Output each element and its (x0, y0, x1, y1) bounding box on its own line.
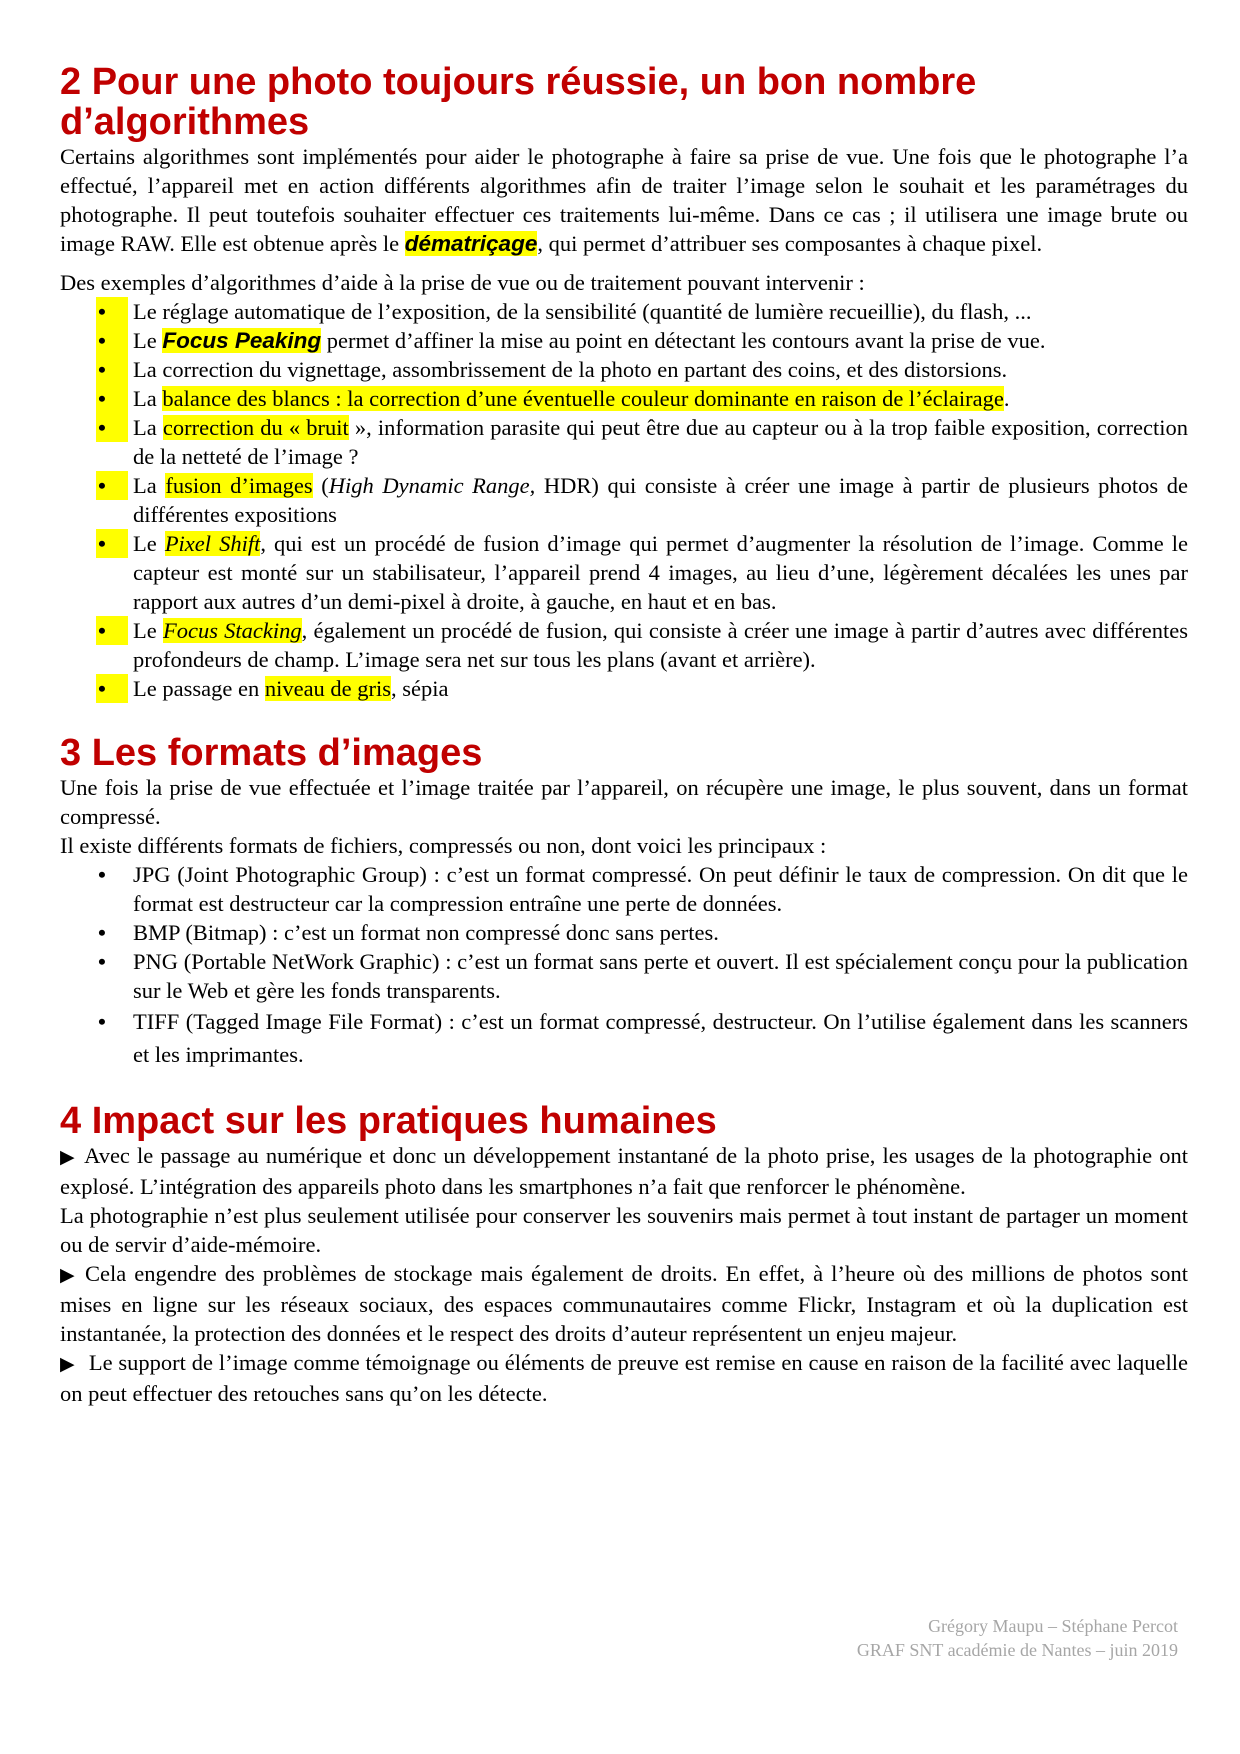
section-2-title: 2 Pour une photo toujours réussie, un bon nombre d’algorithmes (60, 61, 977, 143)
list-item: • JPG (Joint Photographic Group) : c’est un format compressé. On peut définir le taux de compression. On dit que le format est destructeur car la compression entraîne une perte de données. (98, 862, 1188, 916)
format-list (60, 860, 1188, 1071)
bullet-icon: • (96, 355, 128, 384)
term-focus-stacking: Focus Stacking (162, 618, 302, 643)
list-item: • Le Focus Stacking, également un procédé de fusion, qui consiste à créer une image à partir d’autres avec différentes profondeurs de champ. L’image sera net sur tous les plans (avant et arrière). (98, 618, 1189, 672)
list-item: • Le réglage automatique de l’exposition, de la sensibilité (quantité de lumière recueillie), du flash, ... (98, 299, 1032, 324)
term-focus-peaking: Focus Peaking (162, 328, 322, 353)
term-correction-bruit: correction du « bruit (162, 415, 349, 440)
list-item: • La correction du vignettage, assombrissement de la photo en partant des coins, et des distorsions. (98, 357, 1008, 382)
term-dematricage: dématriçage (404, 231, 538, 256)
arrow-right-icon: ▶ (60, 1264, 78, 1286)
list-item: • Le passage en niveau de gris, sépia (98, 676, 449, 701)
bullet-icon: • (96, 471, 128, 500)
bullet-icon: • (98, 920, 106, 945)
bullet-icon: • (96, 297, 128, 326)
section-4-paragraph-4: ▶ Le support de l’image comme témoignage ou éléments de preuve est remise en cause en raison de la facilité avec laquelle on peut effectuer des retouches sans qu’on les détecte. (60, 1350, 1188, 1406)
arrow-right-icon: ▶ (60, 1353, 75, 1375)
bullet-icon: • (96, 384, 128, 413)
section-3-title: 3 Les formats d’images (60, 732, 483, 774)
section-4-paragraph-2: La photographie n’est plus seulement utilisée pour conserver les souvenirs mais permet à tout instant de partager un moment ou de servir d’aide-mémoire. (60, 1203, 1188, 1257)
list-item: • La balance des blancs : la correction d’une éventuelle couleur dominante en raison de l’éclairage. (98, 386, 1010, 411)
list-item: • La fusion d’images (High Dynamic Range, HDR) qui consiste à créer une image à partir de plusieurs photos de différentes expositions (98, 473, 1189, 527)
arrow-right-icon: ▶ (60, 1146, 77, 1168)
section-4-paragraph-3: ▶ Cela engendre des problèmes de stockage mais également de droits. En effet, à l’heure où des millions de photos sont mises en ligne sur les réseaux sociaux, des espaces communautaires comme Flickr, Instagram et où la duplication est instantanée, la protection des données et le respect des droits d’auteur représentent un enjeu majeur. (60, 1261, 1188, 1346)
section-4-paragraph-1: ▶ Avec le passage au numérique et donc un développement instantané de la photo prise, les usages de la photographie ont explosé. L’intégration des appareils photo dans les smartphones n’a fait que renforcer le phénomène. (60, 1143, 1188, 1199)
list-item: • PNG (Portable NetWork Graphic) : c’est un format sans perte et ouvert. Il est spécialement conçu pour la publication sur le Web et gère les fonds transparents. (98, 949, 1188, 1003)
footer-affiliation: GRAF SNT académie de Nantes – juin 2019 (856, 1640, 1178, 1660)
section-3-paragraph-1: Une fois la prise de vue effectuée et l’image traitée par l’appareil, on récupère une image, le plus souvent, dans un format compressé. (60, 775, 1188, 829)
bullet-icon: • (96, 326, 128, 355)
section-2-paragraph: Certains algorithmes sont implémentés pour aider le photographe à faire sa prise de vue. Une fois que le photographe l’a effectué, l’appareil met en action différents algorithmes afin de traiter l’image selon le souhait et les paramétrages du photographe. Il peut toutefois souhaiter effectuer ces traitements lui-même. Dans ce cas ; il utilisera une image brute ou image RAW. Elle est obtenue après le dématriçage, qui permet d’attribuer ses composantes à chaque pixel. (60, 144, 1188, 256)
bullet-icon: • (98, 949, 106, 974)
list-item: • BMP (Bitmap) : c’est un format non compressé donc sans pertes. (98, 920, 719, 945)
bullet-icon: • (98, 862, 106, 887)
term-pixel-shift: Pixel Shift (164, 531, 261, 556)
bullet-icon: • (96, 529, 128, 558)
section-3-paragraph-2: Il existe différents formats de fichiers, compressés ou non, dont voici les principaux : (60, 833, 827, 858)
section-2-intro: Des exemples d’algorithmes d’aide à la prise de vue ou de traitement pouvant intervenir : (60, 270, 865, 295)
list-item: • La correction du « bruit », information parasite qui peut être due au capteur ou à la trop faible exposition, correction de la netteté de l’image ? (98, 415, 1188, 469)
list-item: • Le Pixel Shift, qui est un procédé de fusion d’image qui permet d’augmenter la résolution de l’image. Comme le capteur est monté sur un stabilisateur, l’appareil prend 4 images, au lieu d’une, légèrement décalées les unes par rapport aux autres d’un demi-pixel à droite, à gauche, en haut et en bas. (98, 531, 1188, 614)
footer-authors: Grégory Maupu – Stéphane Percot (928, 1616, 1178, 1636)
bullet-icon: • (96, 413, 128, 442)
section-4-title: 4 Impact sur les pratiques humaines (60, 1100, 717, 1142)
document-page (60, 62, 1188, 1408)
page-footer (857, 1614, 1178, 1662)
term-fusion-images: fusion d’images (165, 473, 313, 498)
term-niveau-de-gris: niveau de gris (264, 676, 392, 701)
bullet-icon: • (98, 1009, 106, 1034)
term-balance-des-blancs: balance des blancs : la correction d’une éventuelle couleur dominante en raison de l’éclairage (162, 386, 1004, 411)
algorithm-list (60, 297, 1188, 703)
list-item: • TIFF (Tagged Image File Format) : c’est un format compressé, destructeur. On l’utilise également dans les scanners et les imprimantes. (60, 1005, 1188, 1071)
bullet-icon: • (96, 616, 128, 645)
bullet-icon: • (96, 674, 128, 703)
list-item: • Le Focus Peaking permet d’affiner la mise au point en détectant les contours avant la prise de vue. (98, 328, 1046, 353)
